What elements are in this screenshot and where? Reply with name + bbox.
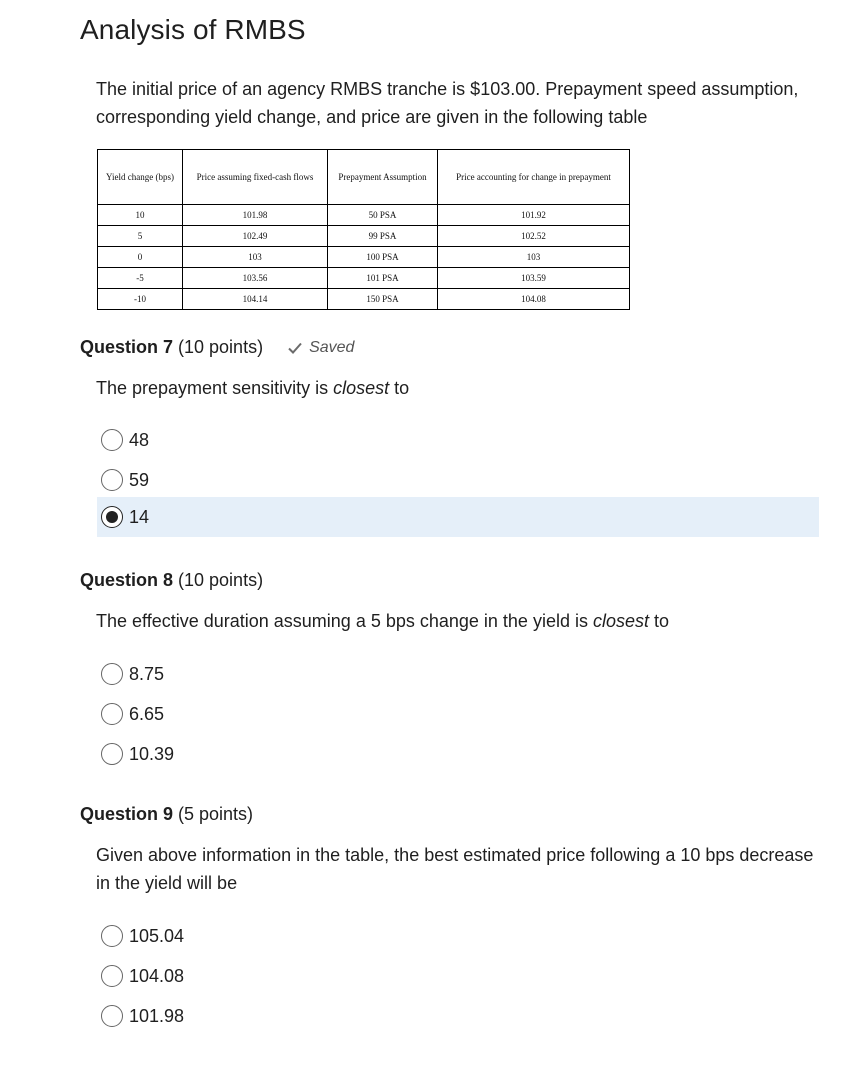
question-title: Question 8 [80,570,174,590]
table-cell: 10 [98,205,183,226]
question-7-option-1[interactable] [97,420,819,460]
option-label: 105.04 [129,925,185,946]
table-cell: 104.14 [183,289,328,310]
option-label: 48 [129,429,150,450]
table-header-row [98,150,630,205]
question-points: (5 points) [178,804,254,824]
radio-button-selected[interactable] [101,506,123,528]
table-row [98,226,630,247]
radio-button[interactable] [101,925,123,947]
saved-label: Saved [309,338,355,356]
question-8-option-2[interactable] [97,694,819,734]
option-label: 10.39 [129,743,175,764]
table-cell: 50 PSA [328,205,438,226]
table-cell: 101.98 [183,205,328,226]
question-title: Question 9 [80,804,174,824]
table-header-adjusted-price: Price accounting for change in prepayment [438,150,630,205]
rmbs-data-table [97,149,630,310]
table-cell: 150 PSA [328,289,438,310]
table-row [98,289,630,310]
table-cell: 102.52 [438,226,630,247]
table-header-fixed-price: Price assuming fixed-cash flows [183,150,328,205]
question-points: (10 points) [178,570,264,590]
table-row [98,247,630,268]
saved-status [287,339,354,357]
question-8-option-1[interactable] [97,654,819,694]
radio-button[interactable] [101,965,123,987]
intro-text: The initial price of an agency RMBS tranche is $103.00. Prepayment speed assumption, corresponding yield change, and price are given in the following table [96,79,799,127]
option-label: 14 [129,506,150,527]
table-cell: 99 PSA [328,226,438,247]
radio-button[interactable] [101,1005,123,1027]
table-cell: 5 [98,226,183,247]
question-title: Question 7 [80,337,174,357]
question-9-option-3[interactable] [97,996,819,1036]
question-7-option-3[interactable] [97,497,819,537]
radio-button[interactable] [101,663,123,685]
table-cell: -10 [98,289,183,310]
table-cell: 0 [98,247,183,268]
table-row [98,205,630,226]
table-header-prepayment: Prepayment Assumption [328,150,438,205]
radio-button[interactable] [101,743,123,765]
question-8-option-3[interactable] [97,734,819,774]
question-9-option-2[interactable] [97,956,819,996]
table-cell: 101 PSA [328,268,438,289]
table-cell: 103 [183,247,328,268]
table-cell: 103 [438,247,630,268]
question-8-prompt: The effective duration assuming a 5 bps change in the yield is closest to [96,611,670,631]
option-label: 8.75 [129,663,165,684]
table-cell: 102.49 [183,226,328,247]
option-label: 6.65 [129,703,165,724]
radio-button[interactable] [101,429,123,451]
table-cell: 100 PSA [328,247,438,268]
table-cell: 103.59 [438,268,630,289]
radio-button[interactable] [101,703,123,725]
question-7-option-2[interactable] [97,460,819,500]
table-header-yield-change: Yield change (bps) [98,150,183,205]
question-7-header [80,337,354,358]
table-cell: -5 [98,268,183,289]
table-cell: 103.56 [183,268,328,289]
table-cell: 104.08 [438,289,630,310]
question-points: (10 points) [178,337,264,357]
option-label: 101.98 [129,1005,185,1026]
option-label: 59 [129,469,150,490]
option-label: 104.08 [129,965,185,986]
question-7-prompt: The prepayment sensitivity is closest to [96,378,410,398]
radio-button[interactable] [101,469,123,491]
page-title: Analysis of RMBS [80,14,306,45]
question-8-header [80,570,263,591]
question-9-prompt: Given above information in the table, the best estimated price following a 10 bps decrease in the yield will be [96,845,814,893]
checkmark-icon [287,341,303,355]
question-9-header [80,804,253,825]
question-9-option-1[interactable] [97,916,819,956]
table-row [98,268,630,289]
table-cell: 101.92 [438,205,630,226]
